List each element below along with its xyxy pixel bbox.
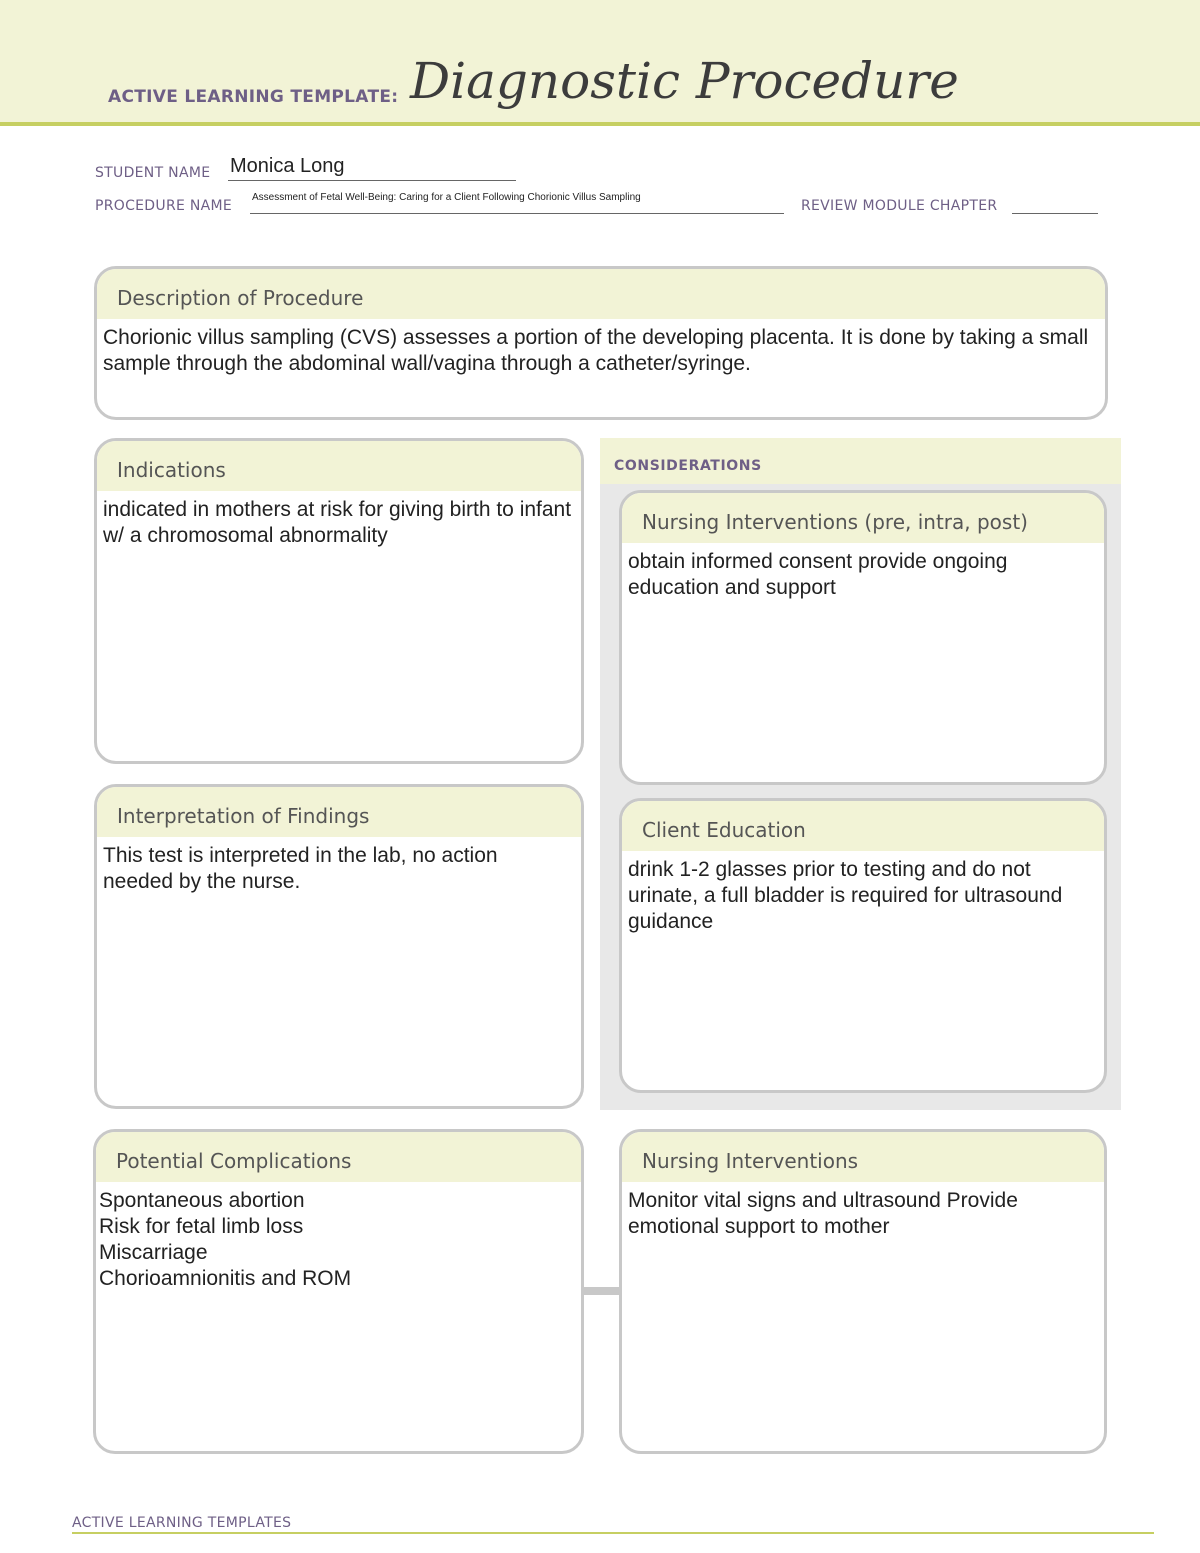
student-name-label: STUDENT NAME xyxy=(95,165,211,181)
considerations-label: CONSIDERATIONS xyxy=(614,458,762,474)
review-module-label: REVIEW MODULE CHAPTER xyxy=(801,198,998,214)
student-name-line xyxy=(228,180,516,181)
potential-complications-title: Potential Complications xyxy=(96,1132,581,1182)
indications-box xyxy=(94,438,584,764)
client-education-box xyxy=(619,798,1107,1093)
description-text[interactable]: Chorionic villus sampling (CVS) assesses a portion of the developing placenta. It is done by taking a small sample through the abdominal wall/vagina through a catheter/syringe. xyxy=(103,326,1089,375)
interpretation-text[interactable]: This test is interpreted in the lab, no action needed by the nurse. xyxy=(103,844,498,893)
description-box xyxy=(94,266,1108,420)
student-name-field[interactable]: Monica Long xyxy=(230,155,345,177)
client-education-title: Client Education xyxy=(622,801,1104,851)
nursing-interventions-box xyxy=(619,1129,1107,1454)
indications-title: Indications xyxy=(97,441,581,491)
footer-label: ACTIVE LEARNING TEMPLATES xyxy=(72,1515,292,1531)
connector-bar xyxy=(582,1287,620,1295)
description-title: Description of Procedure xyxy=(97,269,1105,319)
template-prefix: ACTIVE LEARNING TEMPLATE: xyxy=(108,87,399,107)
nursing-interventions-pre-text[interactable]: obtain informed consent provide ongoing education and support xyxy=(628,550,1008,599)
procedure-name-label: PROCEDURE NAME xyxy=(95,198,233,214)
potential-complications-box xyxy=(93,1129,584,1454)
potential-complications-text[interactable]: Spontaneous abortion Risk for fetal limb loss Miscarriage Chorioamnionitis and ROM xyxy=(99,1189,352,1290)
footer-divider xyxy=(72,1532,1154,1534)
review-module-field[interactable] xyxy=(1012,213,1098,214)
interpretation-title: Interpretation of Findings xyxy=(97,787,581,837)
header-divider xyxy=(0,122,1200,126)
nursing-interventions-pre-box xyxy=(619,490,1107,785)
page-title: Diagnostic Procedure xyxy=(410,52,959,110)
client-education-text[interactable]: drink 1-2 glasses prior to testing and do not urinate, a full bladder is required for ultrasound guidance xyxy=(628,858,1063,933)
nursing-interventions-text[interactable]: Monitor vital signs and ultrasound Provide emotional support to mother xyxy=(628,1189,1018,1238)
indications-text[interactable]: indicated in mothers at risk for giving birth to infant w/ a chromosomal abnormality xyxy=(103,498,572,547)
nursing-interventions-title: Nursing Interventions xyxy=(622,1132,1104,1182)
interpretation-box xyxy=(94,784,584,1109)
nursing-interventions-pre-title: Nursing Interventions (pre, intra, post) xyxy=(622,493,1104,543)
procedure-name-line xyxy=(250,213,784,214)
procedure-name-field[interactable]: Assessment of Fetal Well-Being: Caring for a Client Following Chorionic Villus Sampling xyxy=(252,192,641,203)
